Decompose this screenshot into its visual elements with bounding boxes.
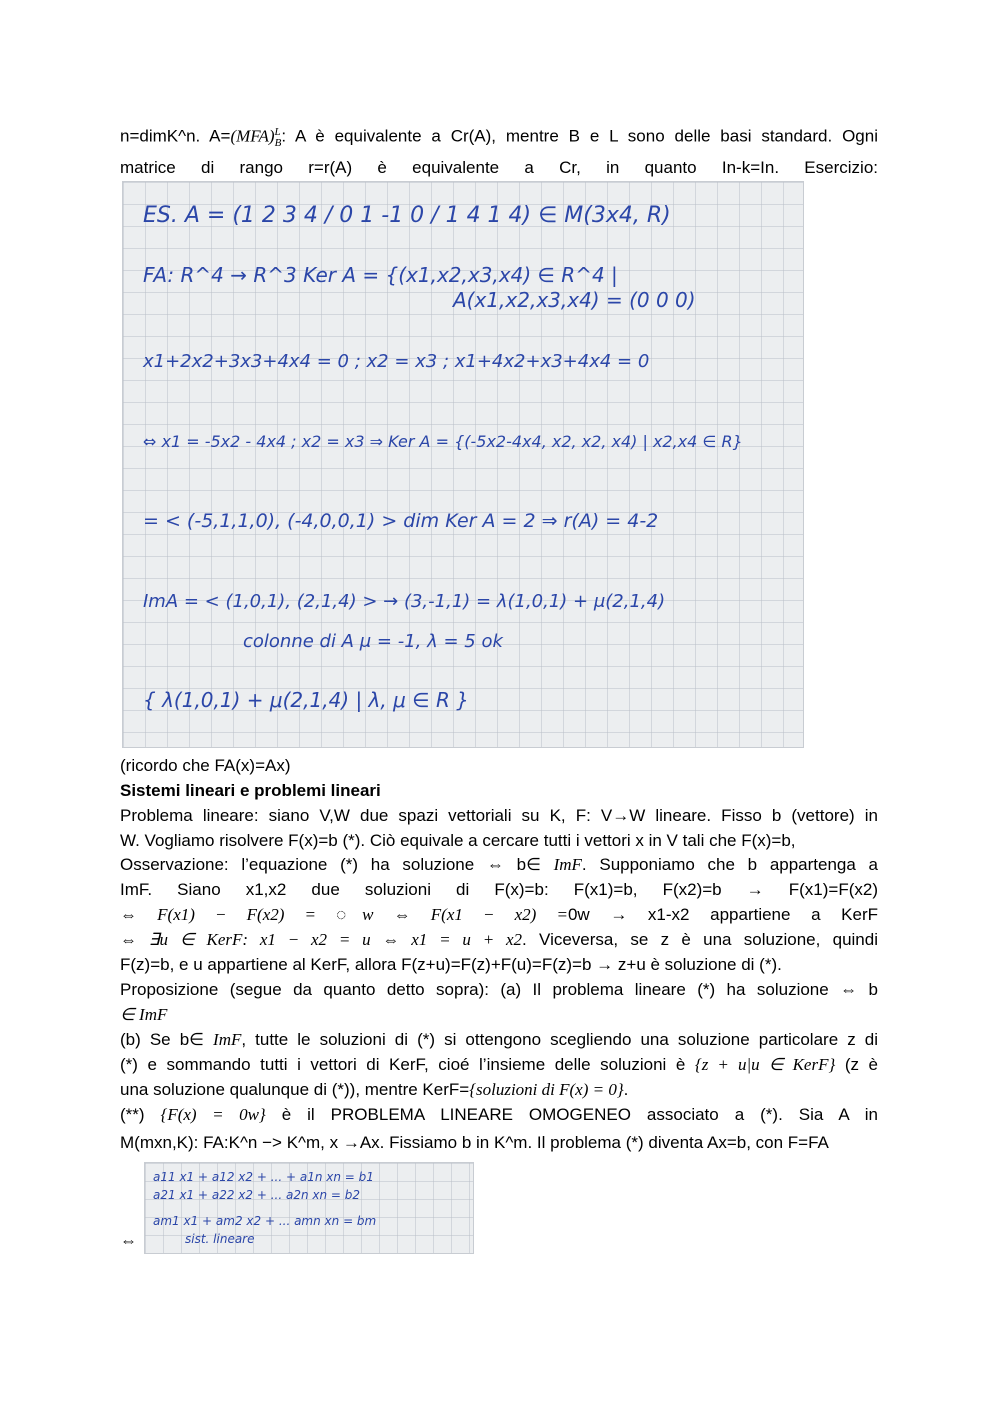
- text-p4-2: (*) e sommando tutti i vettori di KerF, cioé l’insieme delle soluzioni è {z + u|u ∈ KerF} (z è: [120, 1054, 879, 1074]
- text-p3-1: Proposizione (segue da quanto detto sopra): (a) Il problema lineare (*) ha soluzione ⇔ b: [120, 980, 878, 1000]
- text-p3-2: ∈ ImF: [120, 1004, 168, 1024]
- hand-line-9: { λ(1,0,1) + μ(2,1,4) | λ, μ ∈ R }: [143, 687, 469, 712]
- text-p2-1: Osservazione: l’equazione (*) ha soluzione ⇔ b∈ ImF. Supponiamo che b appartenga a: [120, 855, 879, 875]
- document-page: [120, 120, 878, 1254]
- handwritten-system-figure: [145, 1163, 473, 1253]
- text-ricordo: (ricordo che FA(x)=Ax): [120, 755, 291, 775]
- handwritten-system-photo: [144, 1162, 474, 1254]
- text-p5-2: M(mxn,K): FA:K^n −> K^m, x →Ax. Fissiamo b in K^m. Il problema (*) diventa Ax=b, con F=FA: [120, 1133, 829, 1153]
- text-p4-3: una soluzione qualunque di (*)), mentre KerF={soluzioni di F(x) = 0}.: [120, 1079, 629, 1099]
- iff-symbol: ⇔: [120, 1231, 137, 1251]
- text-line-2: matrice di rango r=r(A) è equivalente a Cr, in quanto In-k=In. Esercizio:: [120, 157, 878, 177]
- handwritten-notes-figure: [123, 182, 803, 747]
- text-p1-1: Problema lineare: siano V,W due spazi vettoriali su K, F: V→W lineare. Fisso b (vettore) in: [120, 805, 878, 825]
- hand-line-3: A(x1,x2,x3,x4) = (0 0 0): [453, 287, 696, 312]
- hand-line-1: ES. A = (1 2 3 4 / 0 1 -1 0 / 1 4 1 4) ∈ M(3x4, R): [143, 202, 671, 228]
- hand-line-7: ImA = < (1,0,1), (2,1,4) > → (3,-1,1) = λ(1,0,1) + μ(2,1,4): [143, 590, 666, 612]
- text-line-1: n=dimK^n. A=(MFA)$^L_B$: A è equivalente a Cr(A), mentre B e L sono delle basi standard. Ogni: [120, 126, 878, 150]
- text-p4-1: (b) Se b∈ ImF, tutte le soluzioni di (*) si ottengono scegliendo una soluzione particolare z di: [120, 1029, 878, 1049]
- text-p2-3: ⇔ F(x1) − F(x2) = ◌w ⇔ F(x1 − x2) =0w → x1-x2 appartiene a KerF: [120, 905, 878, 925]
- section-heading: Sistemi lineari e problemi lineari: [120, 780, 381, 800]
- hand-line-5: ⇔ x1 = -5x2 - 4x4 ; x2 = x3 ⇒ Ker A = {(-5x2-4x4, x2, x2, x4) | x2,x4 ∈ R}: [143, 431, 743, 451]
- text-p2-5: F(z)=b, e u appartiene al KerF, allora F(z+u)=F(z)+F(u)=F(z)=b → z+u è soluzione di (*).: [120, 955, 782, 975]
- text-p5-1: (**) {F(x) = 0w} è il PROBLEMA LINEARE OMOGENEO associato a (*). Sia A in: [120, 1104, 879, 1124]
- system-row: [120, 1162, 878, 1254]
- text-p1-2: W. Vogliamo risolvere F(x)=b (*). Ciò equivale a cercare tutti i vettori x in V tali che F(x)=b,: [120, 830, 796, 850]
- sys-line-3: am1 x1 + am2 x2 + ... amn xn = bm: [152, 1214, 376, 1229]
- sys-line-2: a21 x1 + a22 x2 + ... a2n xn = b2: [152, 1188, 360, 1203]
- hand-line-8: colonne di A μ = -1, λ = 5 ok: [243, 630, 503, 652]
- sys-line-4: sist. lineare: [184, 1232, 255, 1247]
- hand-line-6: = < (-5,1,1,0), (-4,0,0,1) > dim Ker A = 2 ⇒ r(A) = 4-2: [143, 509, 659, 532]
- handwritten-exercise-photo: [122, 181, 804, 748]
- sys-line-1: a11 x1 + a12 x2 + ... + a1n xn = b1: [152, 1170, 374, 1185]
- text-p2-4: ⇔ ∃u ∈ KerF: x1 − x2 = u ⇔ x1 = u + x2. Viceversa, se z è una soluzione, quindi: [120, 930, 878, 950]
- hand-line-4: x1+2x2+3x3+4x4 = 0 ; x2 = x3 ; x1+4x2+x3+4x4 = 0: [143, 350, 650, 372]
- hand-line-2: FA: R^4 → R^3 Ker A = {(x1,x2,x3,x4) ∈ R^4 |: [143, 262, 618, 287]
- text-p2-2: ImF. Siano x1,x2 due soluzioni di F(x)=b: F(x1)=b, F(x2)=b → F(x1)=F(x2): [120, 880, 878, 900]
